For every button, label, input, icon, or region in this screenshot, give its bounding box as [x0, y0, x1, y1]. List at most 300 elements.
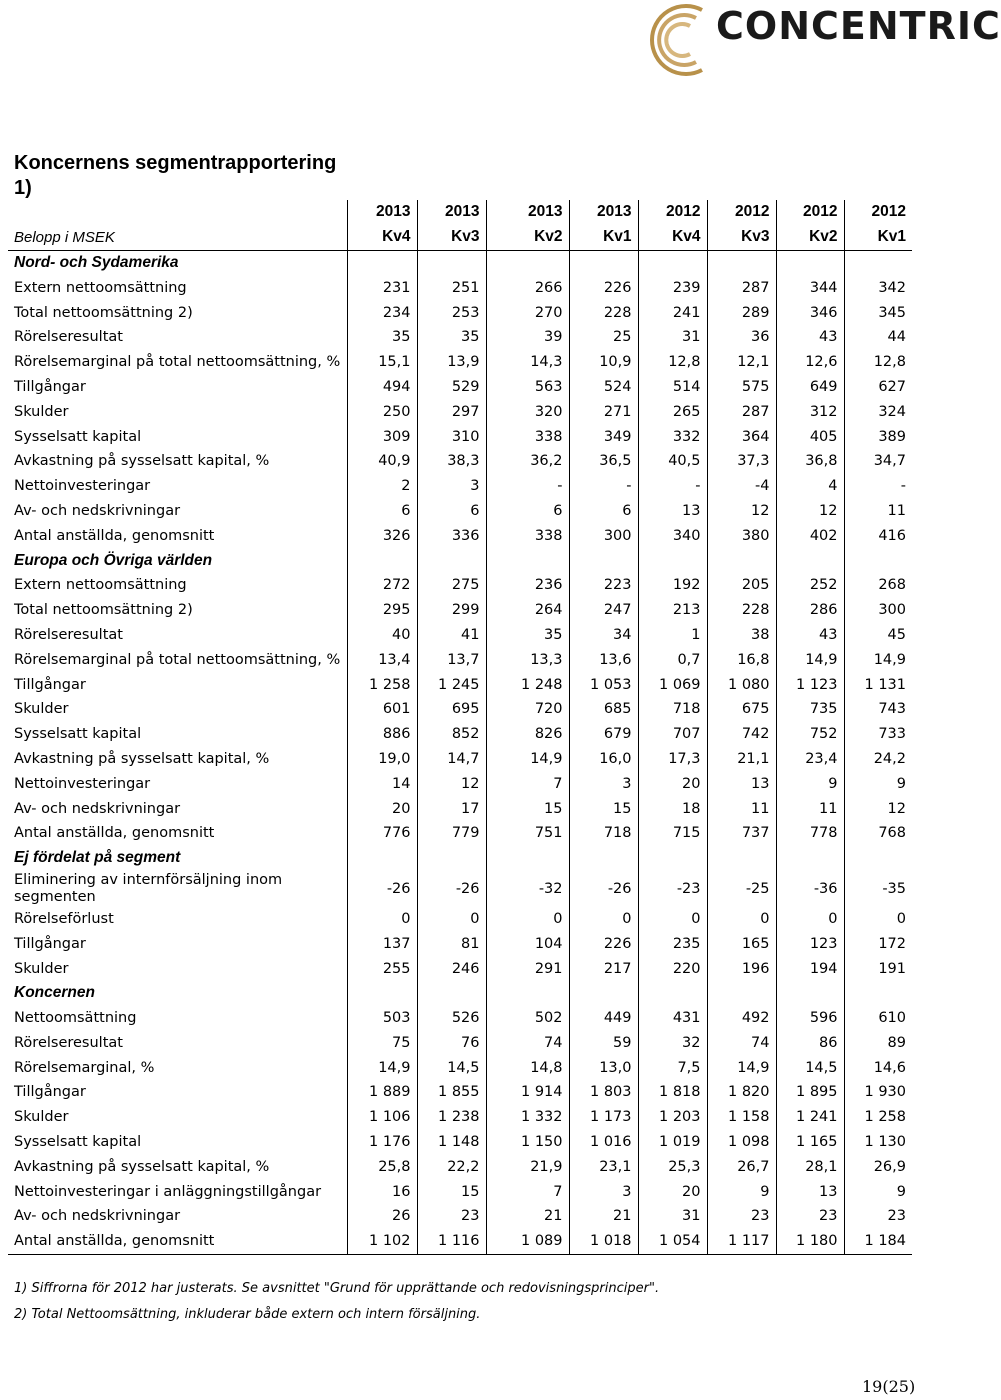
value-cell: - [638, 474, 707, 499]
header-row-quarters [8, 225, 912, 250]
row-label: Sysselsatt kapital [14, 428, 142, 445]
table-row [8, 300, 912, 325]
value-cell: 236 [486, 573, 569, 598]
empty-cell [776, 250, 844, 275]
value-cell: 12 [417, 771, 486, 796]
table-row [8, 672, 912, 697]
value-cell: 1 238 [417, 1105, 486, 1130]
logo-rings-icon [636, 0, 726, 80]
value-cell: 231 [347, 275, 417, 300]
value-cell: 1 148 [417, 1130, 486, 1155]
segment-table [8, 200, 912, 1255]
value-cell: 23,1 [569, 1154, 638, 1179]
value-cell: 0 [486, 907, 569, 932]
value-cell: 524 [569, 375, 638, 400]
value-cell: 43 [776, 623, 844, 648]
value-cell: 86 [776, 1031, 844, 1056]
value-cell: - [486, 474, 569, 499]
value-cell: 610 [844, 1006, 912, 1031]
value-cell: 1 820 [707, 1080, 776, 1105]
value-cell: 344 [776, 275, 844, 300]
value-cell: 6 [347, 499, 417, 524]
quarter-header: Kv2 [486, 225, 569, 250]
value-cell: 13 [776, 1179, 844, 1204]
value-cell: 13,0 [569, 1055, 638, 1080]
row-label: Rörelsemarginal på total nettoomsättning, % [14, 354, 341, 371]
value-cell: 223 [569, 573, 638, 598]
table-row [8, 474, 912, 499]
value-cell: 338 [486, 424, 569, 449]
value-cell: 596 [776, 1006, 844, 1031]
value-cell: 10,9 [569, 350, 638, 375]
quarter-header: Kv3 [707, 225, 776, 250]
value-cell: 34,7 [844, 449, 912, 474]
row-label: Nettoinvesteringar [14, 478, 151, 495]
value-cell: 1 818 [638, 1080, 707, 1105]
value-cell: 76 [417, 1031, 486, 1056]
value-cell: 1 258 [347, 672, 417, 697]
value-cell: 287 [707, 275, 776, 300]
value-cell: 17,3 [638, 747, 707, 772]
value-cell: 14,6 [844, 1055, 912, 1080]
empty-cell [638, 250, 707, 275]
value-cell: 743 [844, 697, 912, 722]
value-cell: 14,3 [486, 350, 569, 375]
value-cell: 0 [707, 907, 776, 932]
value-cell: 14,9 [776, 647, 844, 672]
value-cell: 0 [347, 907, 417, 932]
value-cell: 23 [776, 1204, 844, 1229]
value-cell: 9 [776, 771, 844, 796]
value-cell: 751 [486, 821, 569, 846]
value-cell: 220 [638, 956, 707, 981]
value-cell: 718 [638, 697, 707, 722]
year-header: 2013 [417, 200, 486, 225]
row-label: Total nettoomsättning 2) [14, 304, 193, 321]
value-cell: 22,2 [417, 1154, 486, 1179]
value-cell: 1 116 [417, 1229, 486, 1254]
section-header-row [8, 250, 912, 275]
empty-cell [417, 548, 486, 573]
value-cell: 1 184 [844, 1229, 912, 1254]
value-cell: 20 [347, 796, 417, 821]
table-row [8, 1229, 912, 1254]
empty-cell [486, 250, 569, 275]
value-cell: 11 [776, 796, 844, 821]
table-row [8, 399, 912, 424]
footnote-1: 1) Siffrorna för 2012 har justerats. Se avsnittet "Grund för upprättande och redovisningsprinciper". [14, 1281, 660, 1296]
row-label: Skulder [14, 960, 69, 977]
value-cell: 502 [486, 1006, 569, 1031]
section-header-row [8, 846, 912, 871]
value-cell: 40,9 [347, 449, 417, 474]
empty-cell [569, 846, 638, 871]
value-cell: 12,6 [776, 350, 844, 375]
row-label: Av- och nedskrivningar [14, 800, 181, 817]
table-row [8, 623, 912, 648]
value-cell: 0 [776, 907, 844, 932]
value-cell: 0 [844, 907, 912, 932]
value-cell: 275 [417, 573, 486, 598]
value-cell: 16,0 [569, 747, 638, 772]
value-cell: 380 [707, 523, 776, 548]
value-cell: -4 [707, 474, 776, 499]
value-cell: 3 [417, 474, 486, 499]
row-label: Antal anställda, genomsnitt [14, 527, 215, 544]
empty-cell [347, 981, 417, 1006]
value-cell: -25 [707, 871, 776, 907]
value-cell: -23 [638, 871, 707, 907]
value-cell: 26,7 [707, 1154, 776, 1179]
value-cell: 74 [486, 1031, 569, 1056]
value-cell: 13 [707, 771, 776, 796]
value-cell: 1 150 [486, 1130, 569, 1155]
value-cell: 14,7 [417, 747, 486, 772]
value-cell: 271 [569, 399, 638, 424]
concentric-logo [636, 0, 1001, 80]
value-cell: 389 [844, 424, 912, 449]
value-cell: 217 [569, 956, 638, 981]
table-row [8, 722, 912, 747]
value-cell: 192 [638, 573, 707, 598]
value-cell: 1 332 [486, 1105, 569, 1130]
value-cell: 1 165 [776, 1130, 844, 1155]
value-cell: 695 [417, 697, 486, 722]
year-header: 2013 [486, 200, 569, 225]
value-cell: 718 [569, 821, 638, 846]
value-cell: 268 [844, 573, 912, 598]
table-row [8, 1105, 912, 1130]
value-cell: 364 [707, 424, 776, 449]
value-cell: -32 [486, 871, 569, 907]
value-cell: 14,9 [486, 747, 569, 772]
value-cell: 320 [486, 399, 569, 424]
table-row [8, 647, 912, 672]
value-cell: 74 [707, 1031, 776, 1056]
row-label: Avkastning på sysselsatt kapital, % [14, 1158, 270, 1175]
page-number: 19(25) [862, 1377, 916, 1396]
value-cell: 679 [569, 722, 638, 747]
row-label: Avkastning på sysselsatt kapital, % [14, 750, 270, 767]
value-cell: 1 089 [486, 1229, 569, 1254]
value-cell: 3 [569, 1179, 638, 1204]
value-cell: 16,8 [707, 647, 776, 672]
header-empty-cell [8, 200, 347, 225]
section-header-row [8, 548, 912, 573]
value-cell: 1 173 [569, 1105, 638, 1130]
value-cell: 737 [707, 821, 776, 846]
value-cell: 779 [417, 821, 486, 846]
value-cell: 43 [776, 325, 844, 350]
value-cell: 28,1 [776, 1154, 844, 1179]
value-cell: 529 [417, 375, 486, 400]
value-cell: 297 [417, 399, 486, 424]
value-cell: 165 [707, 931, 776, 956]
value-cell: 247 [569, 598, 638, 623]
table-row [8, 1154, 912, 1179]
empty-cell [707, 846, 776, 871]
value-cell: 310 [417, 424, 486, 449]
table-row [8, 1080, 912, 1105]
empty-cell [417, 250, 486, 275]
value-cell: 264 [486, 598, 569, 623]
section-title: Koncernen [14, 984, 95, 1002]
value-cell: 349 [569, 424, 638, 449]
value-cell: 1 018 [569, 1229, 638, 1254]
value-cell: 23 [417, 1204, 486, 1229]
value-cell: 246 [417, 956, 486, 981]
value-cell: 1 054 [638, 1229, 707, 1254]
value-cell: 402 [776, 523, 844, 548]
value-cell: 13,9 [417, 350, 486, 375]
value-cell: 26 [347, 1204, 417, 1229]
value-cell: 1 106 [347, 1105, 417, 1130]
row-label: Skulder [14, 403, 69, 420]
row-label: Rörelseresultat [14, 626, 123, 643]
value-cell: 12 [776, 499, 844, 524]
table-row [8, 499, 912, 524]
row-label: Rörelsemarginal på total nettoomsättning, % [14, 651, 341, 668]
table-row [8, 449, 912, 474]
value-cell: 346 [776, 300, 844, 325]
value-cell: 1 258 [844, 1105, 912, 1130]
value-cell: 431 [638, 1006, 707, 1031]
row-label: Tillgångar [14, 935, 86, 952]
value-cell: 23,4 [776, 747, 844, 772]
value-cell: 23 [844, 1204, 912, 1229]
value-cell: 295 [347, 598, 417, 623]
value-cell: 3 [569, 771, 638, 796]
value-cell: 1 098 [707, 1130, 776, 1155]
row-label: Antal anställda, genomsnitt [14, 825, 215, 842]
row-label: Extern nettoomsättning [14, 279, 187, 296]
row-label: Rörelseresultat [14, 329, 123, 346]
value-cell: 81 [417, 931, 486, 956]
value-cell: 13 [638, 499, 707, 524]
row-label: Total nettoomsättning 2) [14, 602, 193, 619]
empty-cell [486, 548, 569, 573]
value-cell: - [569, 474, 638, 499]
value-cell: 172 [844, 931, 912, 956]
quarter-header: Kv4 [638, 225, 707, 250]
value-cell: 12,8 [638, 350, 707, 375]
value-cell: 16 [347, 1179, 417, 1204]
value-cell: 6 [417, 499, 486, 524]
value-cell: 14,8 [486, 1055, 569, 1080]
section-title: Europa och Övriga världen [14, 551, 213, 569]
value-cell: 707 [638, 722, 707, 747]
value-cell: 24,2 [844, 747, 912, 772]
value-cell: 104 [486, 931, 569, 956]
value-cell: 226 [569, 931, 638, 956]
value-cell: 494 [347, 375, 417, 400]
value-cell: 312 [776, 399, 844, 424]
row-label: Rörelseförlust [14, 910, 114, 927]
value-cell: 25,3 [638, 1154, 707, 1179]
footnote-2: 2) Total Nettoomsättning, inkluderar både extern och intern försäljning. [14, 1307, 481, 1322]
row-label: Rörelsemarginal, % [14, 1059, 155, 1076]
value-cell: 449 [569, 1006, 638, 1031]
value-cell: 36 [707, 325, 776, 350]
row-label: Sysselsatt kapital [14, 1134, 142, 1151]
empty-cell [707, 548, 776, 573]
value-cell: 1 019 [638, 1130, 707, 1155]
row-label: Tillgångar [14, 1084, 86, 1101]
value-cell: 45 [844, 623, 912, 648]
value-cell: 6 [569, 499, 638, 524]
row-label: Extern nettoomsättning [14, 577, 187, 594]
value-cell: 15 [569, 796, 638, 821]
empty-cell [844, 981, 912, 1006]
quarter-header: Kv1 [569, 225, 638, 250]
value-cell: 324 [844, 399, 912, 424]
row-label: Sysselsatt kapital [14, 726, 142, 743]
value-cell: 89 [844, 1031, 912, 1056]
value-cell: 1 080 [707, 672, 776, 697]
value-cell: 21,9 [486, 1154, 569, 1179]
row-label: Tillgångar [14, 676, 86, 693]
value-cell: 685 [569, 697, 638, 722]
empty-cell [347, 548, 417, 573]
value-cell: 21,1 [707, 747, 776, 772]
value-cell: 14,5 [776, 1055, 844, 1080]
value-cell: 1 855 [417, 1080, 486, 1105]
value-cell: 9 [844, 1179, 912, 1204]
empty-cell [776, 846, 844, 871]
value-cell: - [844, 474, 912, 499]
year-header: 2013 [569, 200, 638, 225]
value-cell: 300 [569, 523, 638, 548]
value-cell: 1 180 [776, 1229, 844, 1254]
table-row [8, 871, 912, 907]
value-cell: 1 245 [417, 672, 486, 697]
value-cell: 13,4 [347, 647, 417, 672]
value-cell: 503 [347, 1006, 417, 1031]
value-cell: 253 [417, 300, 486, 325]
value-cell: 416 [844, 523, 912, 548]
table-row [8, 1055, 912, 1080]
value-cell: 291 [486, 956, 569, 981]
year-header: 2012 [844, 200, 912, 225]
value-cell: 752 [776, 722, 844, 747]
value-cell: 14,9 [707, 1055, 776, 1080]
value-cell: 38,3 [417, 449, 486, 474]
value-cell: 1 203 [638, 1105, 707, 1130]
year-header: 2012 [638, 200, 707, 225]
year-header: 2012 [776, 200, 844, 225]
table-row [8, 796, 912, 821]
row-label: Skulder [14, 1109, 69, 1126]
value-cell: 14,9 [844, 647, 912, 672]
value-cell: 34 [569, 623, 638, 648]
value-cell: 287 [707, 399, 776, 424]
row-label: Tillgångar [14, 378, 86, 395]
value-cell: 35 [347, 325, 417, 350]
value-cell: 41 [417, 623, 486, 648]
value-cell: 1 158 [707, 1105, 776, 1130]
value-cell: 20 [638, 1179, 707, 1204]
value-cell: 1 248 [486, 672, 569, 697]
value-cell: 35 [486, 623, 569, 648]
value-cell: 1 123 [776, 672, 844, 697]
value-cell: 289 [707, 300, 776, 325]
value-cell: 345 [844, 300, 912, 325]
value-cell: 13,3 [486, 647, 569, 672]
value-cell: 241 [638, 300, 707, 325]
value-cell: 19,0 [347, 747, 417, 772]
value-cell: 25 [569, 325, 638, 350]
section-header-row [8, 981, 912, 1006]
value-cell: 4 [776, 474, 844, 499]
value-cell: 649 [776, 375, 844, 400]
value-cell: 38 [707, 623, 776, 648]
value-cell: 35 [417, 325, 486, 350]
header-row-years [8, 200, 912, 225]
value-cell: 0,7 [638, 647, 707, 672]
empty-cell [638, 548, 707, 573]
table-row [8, 1204, 912, 1229]
quarter-header: Kv2 [776, 225, 844, 250]
value-cell: 17 [417, 796, 486, 821]
value-cell: 627 [844, 375, 912, 400]
value-cell: 733 [844, 722, 912, 747]
section-title: Nord- och Sydamerika [14, 253, 179, 271]
row-label: Skulder [14, 701, 69, 718]
value-cell: 2 [347, 474, 417, 499]
value-cell: 340 [638, 523, 707, 548]
value-cell: 252 [776, 573, 844, 598]
value-cell: 886 [347, 722, 417, 747]
value-cell: 15 [486, 796, 569, 821]
quarter-header: Kv3 [417, 225, 486, 250]
quarter-header: Kv4 [347, 225, 417, 250]
value-cell: 235 [638, 931, 707, 956]
value-cell: 1 069 [638, 672, 707, 697]
value-cell: 675 [707, 697, 776, 722]
empty-cell [569, 981, 638, 1006]
value-cell: 31 [638, 325, 707, 350]
value-cell: 852 [417, 722, 486, 747]
value-cell: 286 [776, 598, 844, 623]
empty-cell [486, 846, 569, 871]
value-cell: 492 [707, 1006, 776, 1031]
value-cell: 0 [638, 907, 707, 932]
value-cell: 563 [486, 375, 569, 400]
value-cell: 12 [707, 499, 776, 524]
value-cell: 778 [776, 821, 844, 846]
value-cell: 23 [707, 1204, 776, 1229]
value-cell: 59 [569, 1031, 638, 1056]
row-label: Nettoinvesteringar [14, 775, 151, 792]
value-cell: -26 [417, 871, 486, 907]
value-cell: 14,5 [417, 1055, 486, 1080]
value-cell: 1 176 [347, 1130, 417, 1155]
empty-cell [569, 548, 638, 573]
value-cell: 123 [776, 931, 844, 956]
value-cell: 191 [844, 956, 912, 981]
value-cell: 239 [638, 275, 707, 300]
value-cell: 255 [347, 956, 417, 981]
value-cell: 270 [486, 300, 569, 325]
year-header: 2013 [347, 200, 417, 225]
value-cell: 1 [638, 623, 707, 648]
value-cell: 1 130 [844, 1130, 912, 1155]
table-row [8, 747, 912, 772]
value-cell: 18 [638, 796, 707, 821]
table-row [8, 1031, 912, 1056]
empty-cell [707, 981, 776, 1006]
value-cell: 514 [638, 375, 707, 400]
